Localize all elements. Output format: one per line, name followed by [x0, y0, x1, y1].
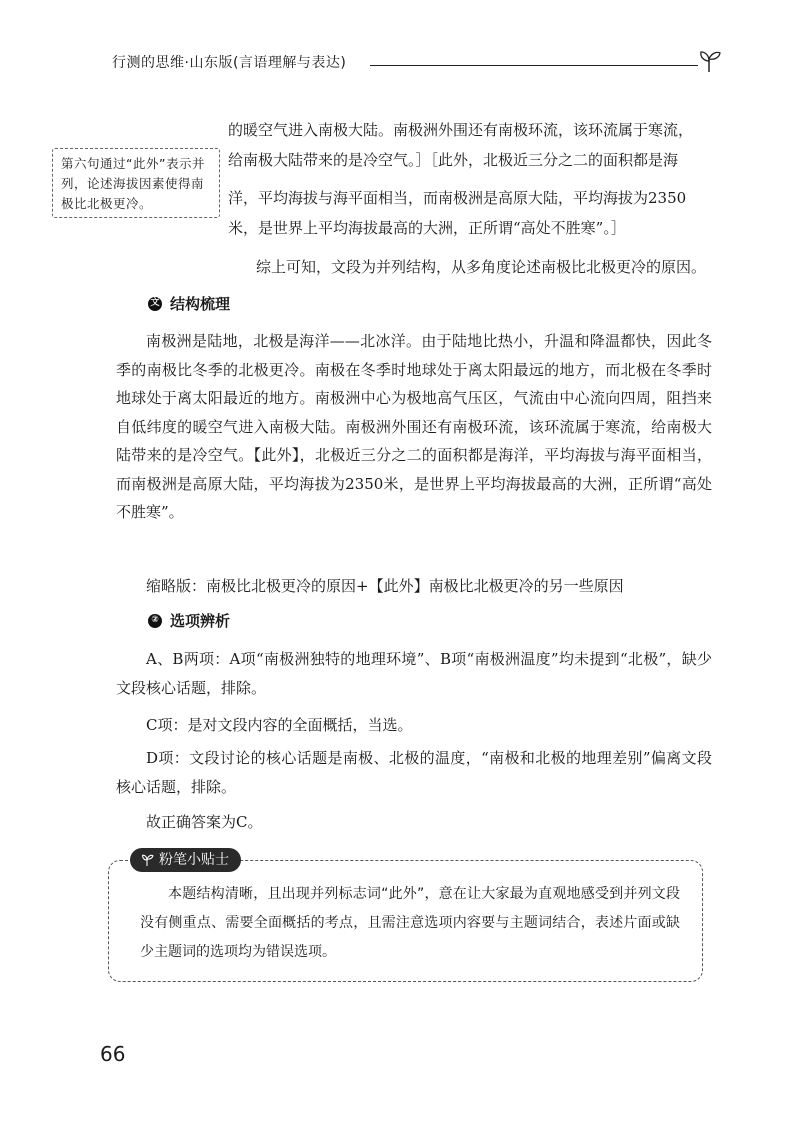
number-icon: ②: [148, 614, 162, 628]
structure-heading: [148, 293, 230, 314]
tips-body: 本题结构清晰，且出现并列标志词“此外”，意在让大家最为直观地感受到并列文段没有侧重点、需要全面概括的考点，且需注意选项内容要与主题词结合，表述片面或缺少主题词的选项均为错误选项。: [140, 886, 680, 960]
structure-heading-label: 结构梳理: [170, 295, 231, 313]
tips-label: 粉笔小贴士: [159, 852, 229, 868]
running-header: [112, 48, 722, 72]
option-ab: A、B两项：A项“南极洲独特的地理环境”、B项“南极洲温度”均未提到“北极”，缺少文段核心话题，排除。: [116, 650, 712, 697]
structure-paragraph: 南极洲是陆地，北极是海洋——北冰洋。由于陆地比热小，升温和降温都快，因此冬季的南极比冬季的北极更冷。南极在冬季时地球处于离太阳最远的地方，而北极在冬季时地球处于离太阳最近的地方。南极洲中心为极地高气压区，气流由中心流向四周，阻挡来自低纬度的暖空气进入南极大陆。南极洲外围还有南极环流，该环流属于寒流，给南极大陆带来的是冷空气。【此外】，北极近三分之二的面积都是海洋，平均海拔与海平面相当，而南极洲是高原大陆，平均海拔为2350米，是世界上平均海拔最高的大洲，正所谓“高处不胜寒”。: [116, 332, 712, 521]
intro-line: 的暖空气进入南极大陆。南极洲外围还有南极环流，该环流属于寒流，: [228, 121, 694, 139]
header-title: 行测的思维·山东版(言语理解与表达): [112, 55, 347, 71]
intro-line: 洋，平均海拔与海平面相当，而南极洲是高原大陆，平均海拔为2350: [228, 189, 687, 207]
side-note: 第六句通过“此外”表示并列，论述海拔因素使得南极比北极更冷。: [52, 148, 220, 218]
intro-line: 米，是世界上平均海拔最高的大洲，正所谓“高处不胜寒”。］: [228, 219, 626, 237]
option-c: C项：是对文段内容的全面概括，当选。: [146, 716, 413, 734]
page-number: 66: [100, 1042, 126, 1066]
sprout-icon: [696, 48, 722, 74]
text-icon: 文: [148, 297, 162, 311]
condensed-version: 缩略版：南极比北极更冷的原因+【此外】南极比北极更冷的另一些原因: [146, 577, 624, 595]
options-heading: [148, 610, 230, 631]
sprout-icon: [140, 853, 154, 867]
options-heading-label: 选项辨析: [170, 612, 231, 630]
option-d: D项：文段讨论的核心话题是南极、北极的温度，“南极和北极的地理差别”偏离文段核心话题，排除。: [116, 749, 712, 796]
tips-tag: [130, 848, 241, 872]
answer-line: 故正确答案为C。: [146, 813, 263, 831]
summary-text: 综上可知，文段为并列结构，从多角度论述南极比北极更冷的原因。: [256, 258, 707, 276]
intro-line: 给南极大陆带来的是冷空气。］［此外，北极近三分之二的面积都是海: [228, 151, 679, 169]
header-rule: [370, 65, 698, 66]
